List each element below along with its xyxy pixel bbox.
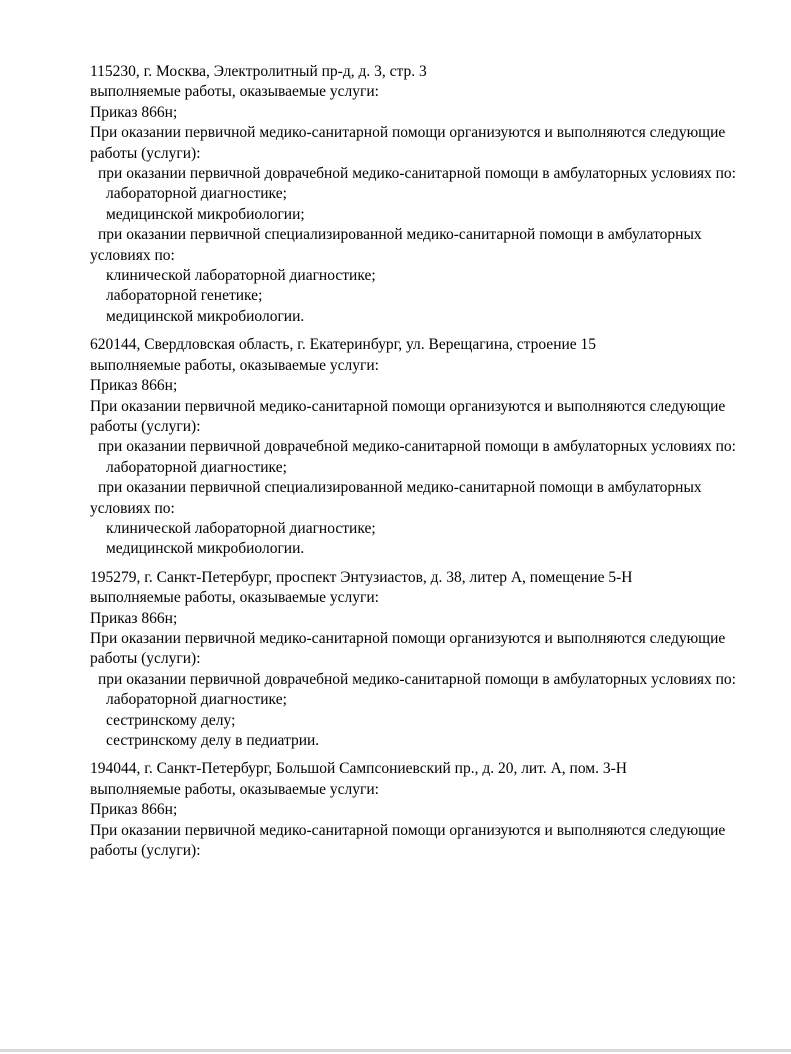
care-type-heading: при оказании первичной доврачебной медико-санитарной помощи в амбулаторных условиях по: [98, 670, 736, 688]
service-item: лабораторной диагностике; [106, 691, 287, 709]
bottom-divider [0, 1049, 791, 1052]
service-item: лабораторной генетике; [106, 287, 263, 305]
location-block [90, 335, 742, 559]
works-label: выполняемые работы, оказываемые услуги: [90, 83, 379, 101]
location-block [90, 568, 742, 752]
care-type-heading: при оказании первичной специализированной медико-санитарной помощи в амбулаторных условиях по: [90, 479, 702, 517]
service-item: сестринскому делу; [106, 711, 236, 729]
works-label: выполняемые работы, оказываемые услуги: [90, 589, 379, 607]
intro-text: При оказании первичной медико-санитарной помощи организуются и выполняются следующие работы (услуги): [90, 124, 726, 162]
location-address: 194044, г. Санкт-Петербург, Большой Сампсониевский пр., д. 20, лит. А, пом. 3-Н [90, 760, 627, 778]
service-item: медицинской микробиологии. [106, 540, 305, 558]
service-item: медицинской микробиологии; [106, 205, 305, 223]
location-address: 195279, г. Санкт-Петербург, проспект Энтузиастов, д. 38, литер А, помещение 5-Н [90, 568, 633, 586]
intro-text: При оказании первичной медико-санитарной помощи организуются и выполняются следующие работы (услуги): [90, 821, 726, 860]
service-item: клинической лабораторной диагностике; [106, 267, 376, 285]
location-address: 620144, Свердловская область, г. Екатеринбург, ул. Верещагина, строение 15 [90, 336, 597, 354]
care-type-heading: при оказании первичной специализированной медико-санитарной помощи в амбулаторных условиях по: [90, 226, 702, 264]
license-works-document [90, 62, 742, 869]
care-type-heading: при оказании первичной доврачебной медико-санитарной помощи в амбулаторных условиях по: [98, 165, 736, 183]
intro-text: При оказании первичной медико-санитарной помощи организуются и выполняются следующие работы (услуги): [90, 397, 726, 435]
works-label: выполняемые работы, оказываемые услуги: [90, 780, 379, 798]
order-reference: Приказ 866н; [90, 377, 178, 395]
works-label: выполняемые работы, оказываемые услуги: [90, 356, 379, 374]
location-address: 115230, г. Москва, Электролитный пр-д, д. 3, стр. 3 [90, 63, 427, 80]
location-block [90, 62, 742, 327]
order-reference: Приказ 866н; [90, 609, 178, 627]
intro-text: При оказании первичной медико-санитарной помощи организуются и выполняются следующие работы (услуги): [90, 629, 726, 668]
location-block [90, 759, 742, 861]
service-item: сестринскому делу в педиатрии. [106, 732, 320, 749]
care-type-heading: при оказании первичной доврачебной медико-санитарной помощи в амбулаторных условиях по: [98, 438, 736, 456]
service-item: лабораторной диагностике; [106, 458, 287, 476]
order-reference: Приказ 866н; [90, 801, 178, 819]
service-item: лабораторной диагностике; [106, 185, 287, 203]
service-item: медицинской микробиологии. [106, 307, 305, 325]
service-item: клинической лабораторной диагностике; [106, 519, 376, 537]
order-reference: Приказ 866н; [90, 103, 178, 121]
